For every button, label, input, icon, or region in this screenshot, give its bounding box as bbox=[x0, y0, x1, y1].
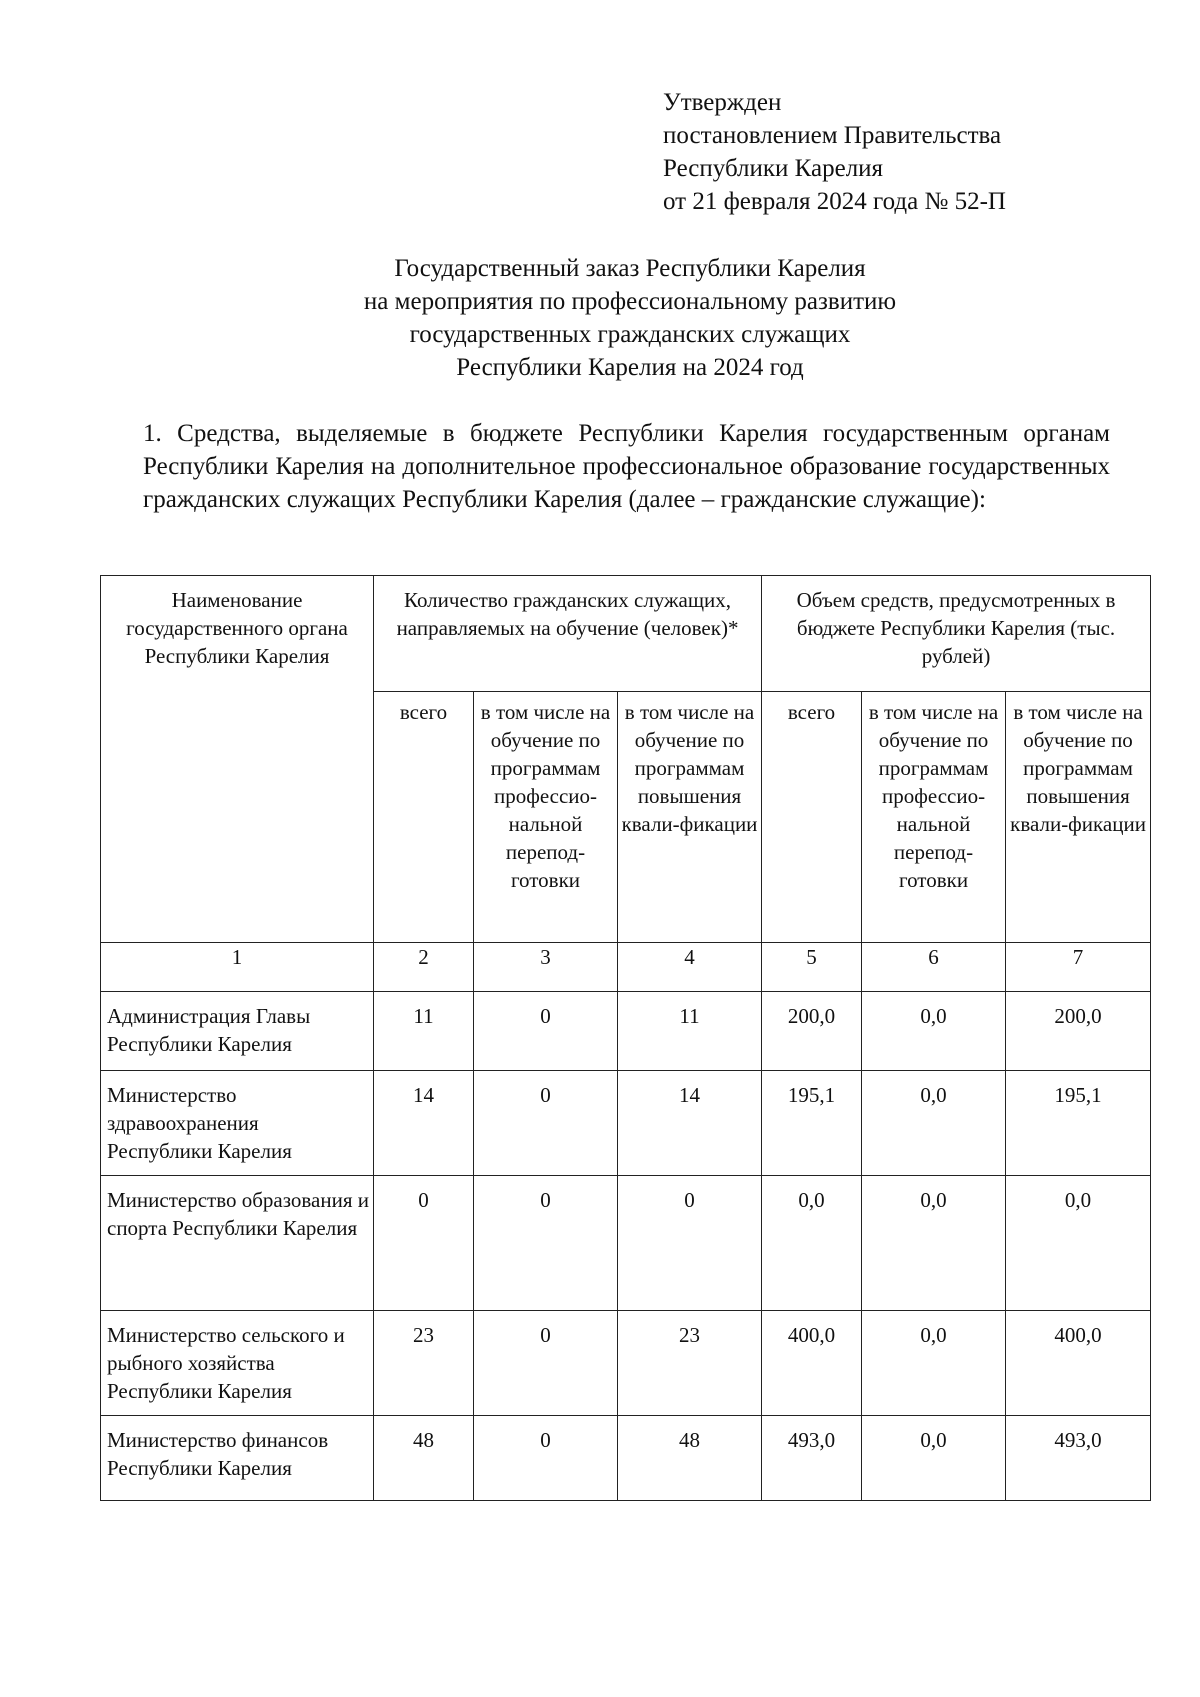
header-count-retraining: в том числе на обучение по программам профессио-нальной перепод-готовки bbox=[474, 692, 618, 943]
count-retraining-cell: 0 bbox=[474, 1176, 618, 1311]
funds-total-cell: 0,0 bbox=[762, 1176, 862, 1311]
count-retraining-cell: 0 bbox=[474, 1416, 618, 1501]
table-row bbox=[101, 1311, 1151, 1416]
title-line: государственных гражданских служащих bbox=[409, 321, 851, 348]
title-line: Государственный заказ Республики Карелия bbox=[394, 255, 866, 282]
column-number: 6 bbox=[862, 943, 1006, 992]
header-funds-qualification: в том числе на обучение по программам повышения квали-фикации bbox=[1006, 692, 1151, 943]
table-row bbox=[101, 1416, 1151, 1501]
document-title bbox=[100, 252, 1160, 384]
intro-paragraph: 1. Средства, выделяемые в бюджете Республики Карелия государственным органам Республики Карелия на дополнительное профессиональное образование государственных гражданских служащих Республики Карелия (далее – гражданские служащие): bbox=[143, 420, 1110, 513]
funds-retraining-cell: 0,0 bbox=[862, 992, 1006, 1071]
count-qualification-cell: 0 bbox=[618, 1176, 762, 1311]
column-number: 5 bbox=[762, 943, 862, 992]
column-number: 4 bbox=[618, 943, 762, 992]
count-total-cell: 23 bbox=[374, 1311, 474, 1416]
funds-retraining-cell: 0,0 bbox=[862, 1311, 1006, 1416]
funds-retraining-cell: 0,0 bbox=[862, 1416, 1006, 1501]
approval-line: Утвержден bbox=[663, 89, 782, 116]
funds-total-cell: 493,0 bbox=[762, 1416, 862, 1501]
funds-retraining-cell: 0,0 bbox=[862, 1071, 1006, 1176]
approval-stamp bbox=[663, 86, 1006, 218]
funds-qualification-cell: 0,0 bbox=[1006, 1176, 1151, 1311]
column-number-row bbox=[101, 943, 1151, 992]
count-qualification-cell: 48 bbox=[618, 1416, 762, 1501]
title-line: на мероприятия по профессиональному развитию bbox=[363, 288, 897, 315]
count-total-cell: 48 bbox=[374, 1416, 474, 1501]
funds-qualification-cell: 195,1 bbox=[1006, 1071, 1151, 1176]
org-name-cell: Министерство образования и спорта Республики Карелия bbox=[101, 1176, 374, 1311]
org-name-cell: Администрация Главы Республики Карелия bbox=[101, 992, 374, 1071]
header-funds-total: всего bbox=[762, 692, 862, 943]
funds-total-cell: 195,1 bbox=[762, 1071, 862, 1176]
count-qualification-cell: 14 bbox=[618, 1071, 762, 1176]
funds-qualification-cell: 400,0 bbox=[1006, 1311, 1151, 1416]
org-name-cell: Министерство сельского и рыбного хозяйства Республики Карелия bbox=[101, 1311, 374, 1416]
column-number: 1 bbox=[101, 943, 374, 992]
column-number: 7 bbox=[1006, 943, 1151, 992]
count-total-cell: 11 bbox=[374, 992, 474, 1071]
table-row bbox=[101, 1071, 1151, 1176]
funds-qualification-cell: 493,0 bbox=[1006, 1416, 1151, 1501]
column-number: 2 bbox=[374, 943, 474, 992]
count-retraining-cell: 0 bbox=[474, 1311, 618, 1416]
table-row bbox=[101, 992, 1151, 1071]
count-total-cell: 14 bbox=[374, 1071, 474, 1176]
org-name-cell: Министерство финансов Республики Карелия bbox=[101, 1416, 374, 1501]
funds-qualification-cell: 200,0 bbox=[1006, 992, 1151, 1071]
count-retraining-cell: 0 bbox=[474, 1071, 618, 1176]
org-name-cell: Министерство здравоохранения Республики Карелия bbox=[101, 1071, 374, 1176]
header-funds-group: Объем средств, предусмотренных в бюджете Республики Карелия (тыс. рублей) bbox=[762, 576, 1151, 692]
funds-retraining-cell: 0,0 bbox=[862, 1176, 1006, 1311]
header-count-total: всего bbox=[374, 692, 474, 943]
funds-total-cell: 200,0 bbox=[762, 992, 862, 1071]
funding-table bbox=[100, 575, 1151, 1501]
header-count-group: Количество гражданских служащих, направляемых на обучение (человек)* bbox=[374, 576, 762, 692]
header-count-qualification: в том числе на обучение по программам повышения квали-фикации bbox=[618, 692, 762, 943]
funds-total-cell: 400,0 bbox=[762, 1311, 862, 1416]
approval-line: Республики Карелия bbox=[663, 155, 884, 182]
header-org-name: Наименование государственного органа Республики Карелия bbox=[101, 576, 374, 943]
count-retraining-cell: 0 bbox=[474, 992, 618, 1071]
approval-line: постановлением Правительства bbox=[663, 122, 1002, 149]
title-line: Республики Карелия на 2024 год bbox=[456, 354, 804, 381]
count-qualification-cell: 23 bbox=[618, 1311, 762, 1416]
header-funds-retraining: в том числе на обучение по программам профессио-нальной перепод-готовки bbox=[862, 692, 1006, 943]
approval-date-line: от 21 февраля 2024 года № 52-П bbox=[663, 188, 1006, 215]
count-total-cell: 0 bbox=[374, 1176, 474, 1311]
column-number: 3 bbox=[474, 943, 618, 992]
table-row bbox=[101, 1176, 1151, 1311]
count-qualification-cell: 11 bbox=[618, 992, 762, 1071]
